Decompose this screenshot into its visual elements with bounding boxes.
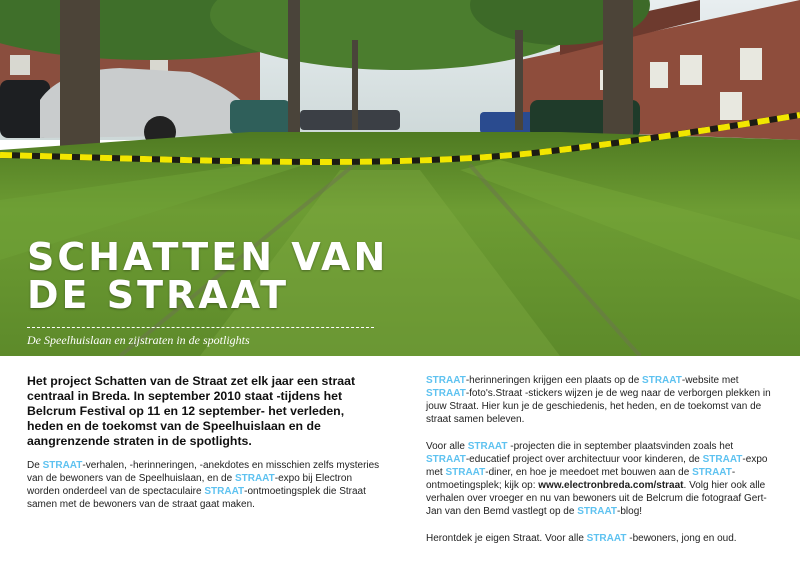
lead-paragraph: Het project Schatten van de Straat zet elk jaar een straat centraal in Breda. In september 2010 staat -tijdens het Belcrum Festival op 11 en 12 september- het verleden, heden en de toekomst van de Speelhuislaan en de aangrenzende straten in de spotlights. <box>27 374 356 448</box>
right-paragraph-2: Voor alle STRAAT -projecten die in september plaatsvinden zoals het STRAAT-educatief project over architectuur voor kinderen, de STRAAT-expo met STRAAT-diner, en hoe je meedoet met bouwen aan de STRAAT-ontmoetingsplek; kijk op: www.electronbreda.com/straat. Volg hier ook alle verhalen over vroeger en nu van bewoners uit de Belcrum die fotograaf Gert-Jan van den Bemd vastlegt op de STRAAT-blog! <box>426 441 768 517</box>
keyword-straat: STRAAT <box>702 454 743 465</box>
title-line-2: DE STRAAT <box>27 273 290 317</box>
website-link[interactable]: www.electronbreda.com/straat <box>538 480 684 491</box>
keyword-straat: STRAAT <box>467 441 508 452</box>
keyword-straat: STRAAT <box>426 454 466 465</box>
right-paragraph-1: STRAAT-herinneringen krijgen een plaats op de STRAAT-website met STRAAT-foto's.Straat -stickers wijzen je de weg naar de verborgen plekken in jouw Straat. Hier kun je de geschiedenis, het heden, en de toekomst van de straat samen beleven. <box>426 375 771 425</box>
keyword-straat: STRAAT <box>42 460 83 471</box>
keyword-straat: STRAAT <box>426 375 466 386</box>
keyword-straat: STRAAT <box>234 473 275 484</box>
right-paragraph-3: Herontdek je eigen Straat. Voor alle STRAAT -bewoners, jong en oud. <box>426 533 737 544</box>
keyword-straat: STRAAT <box>586 533 627 544</box>
left-column <box>27 374 382 525</box>
keyword-straat: STRAAT <box>204 486 245 497</box>
keyword-straat: STRAAT <box>577 506 618 517</box>
keyword-straat: STRAAT <box>642 375 682 386</box>
subtitle: De Speelhuislaan en zijstraten in de spotlights <box>27 333 250 347</box>
keyword-straat: STRAAT <box>426 388 466 399</box>
keyword-straat: STRAAT <box>445 467 486 478</box>
keyword-straat: STRAAT <box>692 467 732 478</box>
page-title <box>27 235 389 317</box>
title-divider <box>27 327 374 328</box>
title-line-1: SCHATTEN VAN <box>27 235 389 279</box>
right-column <box>426 374 771 559</box>
tree-trunk <box>60 0 100 150</box>
left-paragraph: De STRAAT-verhalen, -herinneringen, -anekdotes en misschien zelfs mysteries van de bewoners van de Speelhuislaan, en de STRAAT-expo bij Electron worden onderdeel van de spectaculaire STRAAT-ontmoetingsplek die Straat samen met de bewoners van de straat gaat maken. <box>27 460 380 510</box>
